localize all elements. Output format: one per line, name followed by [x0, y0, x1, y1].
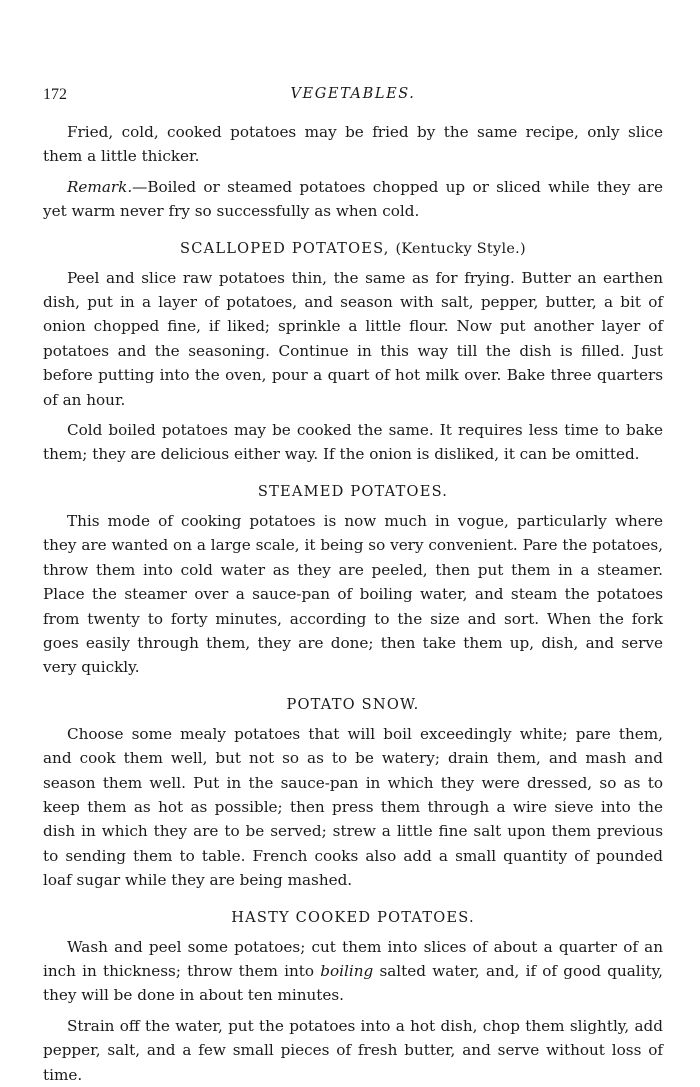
scalloped-heading-sub: (Kentucky Style.): [395, 240, 526, 257]
section-heading-steamed: STEAMED POTATOES.: [257, 482, 449, 500]
intro-paragraph: Fried, cold, cooked potatoes may be fried by the same recipe, only slice them a little thicker.: [43, 123, 663, 166]
hasty-text-a: Wash and peel some potatoes; cut them into slices of about a quarter of an inch in thickness; throw them into: [43, 937, 663, 980]
section-heading-scalloped: [43, 238, 663, 260]
snow-paragraph: Choose some mealy potatoes that will boil exceedingly white; pare them, and cook them well, but not so as to be watery; drain them, and mash and season them well. Put in the sauce-pan in which they were dressed, so as to keep them as hot as possible; then press them through a wire sieve into the dish in which they are to be served; strew a little fine salt upon them previous to sending them to table. French cooks also add a small quantity of pounded loaf sugar while they are being mashed.: [43, 724, 663, 890]
scalloped-heading-main: SCALLOPED POTATOES,: [180, 239, 390, 257]
scalloped-paragraph-2: Cold boiled potatoes may be cooked the same. It requires less time to bake them; they are delicious either way. If the onion is disliked, it can be omitted.: [43, 421, 663, 464]
hasty-paragraph-2: Strain off the water, put the potatoes into a hot dish, chop them slightly, add pepper, salt, and a few small pieces of fresh butter, and serve without loss of time.: [43, 1016, 663, 1084]
running-head: [43, 86, 663, 110]
remark-text: —Boiled or steamed potatoes chopped up or sliced while they are yet warm never fry so successfully as when cold.: [43, 177, 663, 221]
section-heading-hasty: HASTY COOKED POTATOES.: [231, 908, 475, 926]
page-body: [43, 120, 663, 1087]
remark-paragraph: [43, 175, 663, 224]
steamed-paragraph: This mode of cooking potatoes is now much in vogue, particularly where they are wanted on a large scale, it being so very convenient. Pare the potatoes, throw them into cold water as they are peeled, then put them in a steamer. Place the steamer over a sauce-pan of boiling water, and steam the potatoes from twenty to forty minutes, according to the size and sort. When the fork goes easily through them, they are done; then take them up, dish, and serve very quickly.: [43, 511, 663, 677]
hasty-text-b: salted water, and, if of good quality, they will be done in about ten minutes.: [43, 961, 663, 1005]
hasty-emphasis: boiling: [320, 961, 374, 980]
remark-label: Remark.: [67, 177, 133, 196]
hasty-paragraph-1: [43, 935, 663, 1008]
chapter-title: VEGETABLES.: [290, 86, 416, 102]
page-number: 172: [43, 86, 67, 103]
section-heading-snow: POTATO SNOW.: [286, 695, 420, 713]
scalloped-paragraph-1: Peel and slice raw potatoes thin, the same as for frying. Butter an earthen dish, put in a layer of potatoes, and season with salt, pepper, butter, a bit of onion chopped fine, if liked; sprinkle a little flour. Now put another layer of potatoes and the seasoning. Continue in this way till the dish is filled. Just before putting into the oven, pour a quart of hot milk over. Bake three quarters of an hour.: [43, 268, 663, 409]
